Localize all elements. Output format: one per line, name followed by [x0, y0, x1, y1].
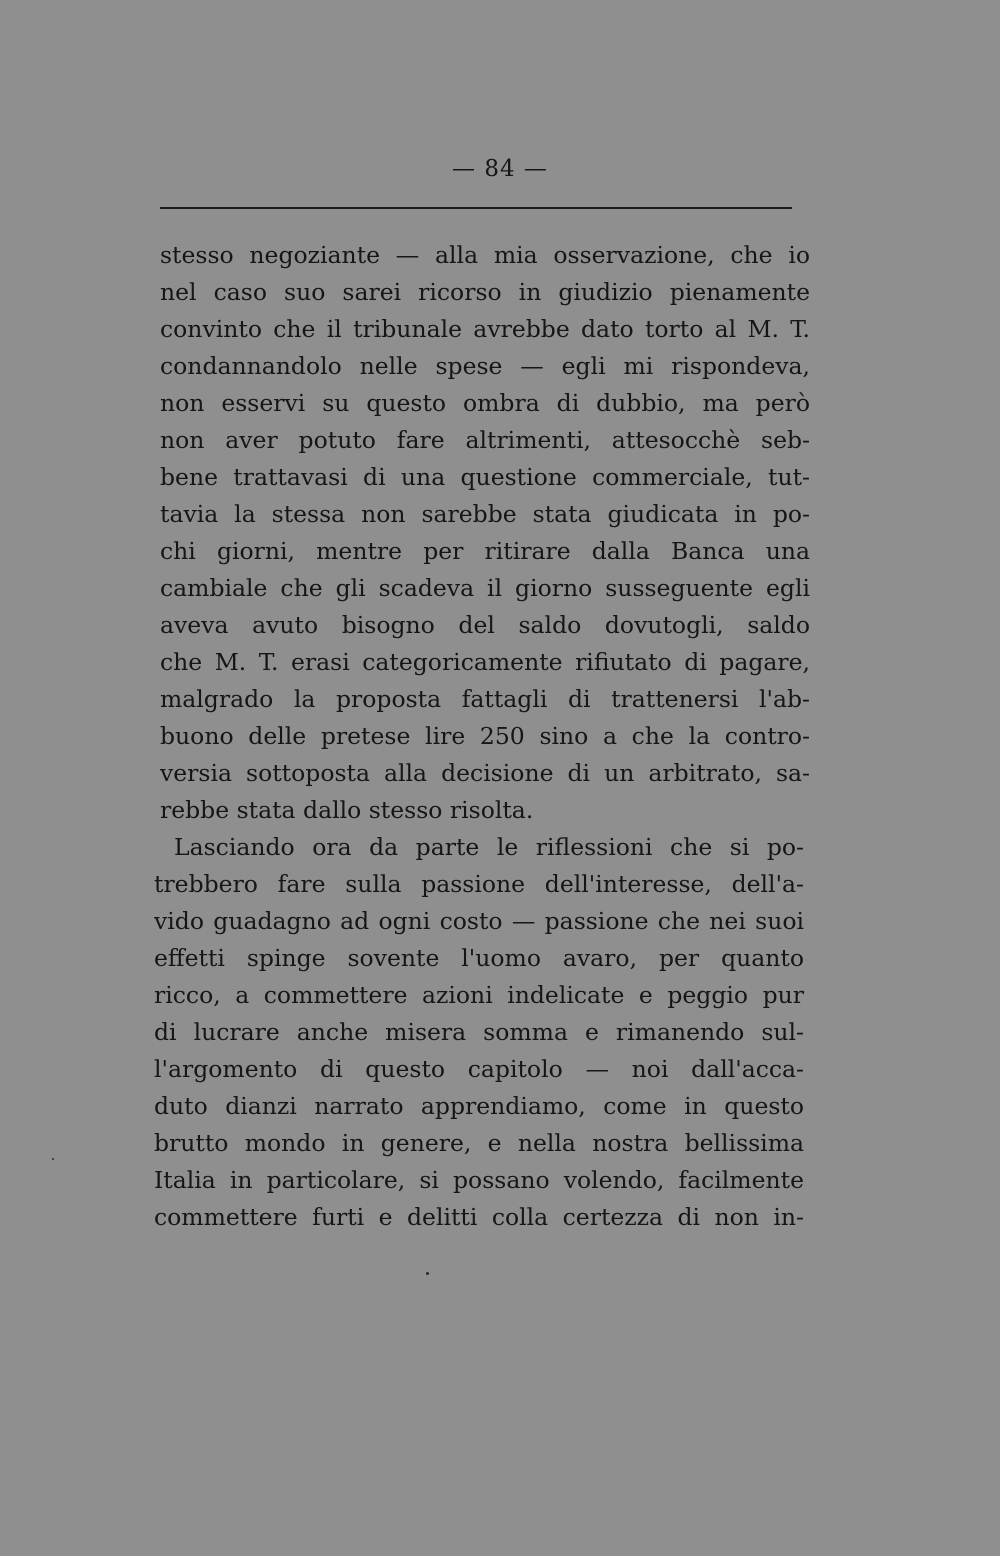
text-line: vido guadagno ad ogni costo — passione che nei suoi — [154, 907, 804, 935]
text-line: trebbero fare sulla passione dell'interesse, dell'a- — [154, 870, 804, 898]
text-line: condannandolo nelle spese — egli mi rispondeva, — [160, 352, 810, 380]
scan-speck — [52, 1158, 54, 1160]
text-line: brutto mondo in genere, e nella nostra bellissima — [154, 1129, 804, 1157]
paragraph-1 — [160, 237, 810, 829]
text-line: effetti spinge sovente l'uomo avaro, per quanto — [154, 944, 804, 972]
header-rule — [160, 207, 792, 209]
text-line: rebbe stata dallo stesso risolta. — [160, 796, 534, 824]
text-line: non esservi su questo ombra di dubbio, ma però — [160, 389, 810, 417]
text-line: non aver potuto fare altrimenti, attesocchè seb- — [160, 426, 810, 454]
text-line: commettere furti e delitti colla certezza di non in- — [154, 1203, 804, 1231]
paragraph-2 — [154, 829, 804, 1236]
text-line: aveva avuto bisogno del saldo dovutogli, saldo — [160, 611, 810, 639]
text-line: Italia in particolare, si possano volendo, facilmente — [154, 1166, 804, 1194]
text-line: Lasciando ora da parte le riflessioni che si po- — [174, 833, 804, 861]
text-line: tavia la stessa non sarebbe stata giudicata in po- — [160, 500, 810, 528]
scan-speck — [426, 1272, 429, 1275]
text-line: duto dianzi narrato apprendiamo, come in questo — [154, 1092, 804, 1120]
text-line: bene trattavasi di una questione commerciale, tut- — [160, 463, 810, 491]
text-line: cambiale che gli scadeva il giorno susseguente egli — [160, 574, 810, 602]
text-line: ricco, a commettere azioni indelicate e peggio pur — [154, 981, 804, 1009]
text-line: versia sottoposta alla decisione di un arbitrato, sa- — [160, 759, 810, 787]
text-line: nel caso suo sarei ricorso in giudizio pienamente — [160, 278, 810, 306]
text-line: convinto che il tribunale avrebbe dato torto al M. T. — [160, 315, 810, 343]
text-line: che M. T. erasi categoricamente rifiutato di pagare, — [160, 648, 810, 676]
text-line: chi giorni, mentre per ritirare dalla Banca una — [160, 537, 810, 565]
text-line: di lucrare anche misera somma e rimanendo sul- — [154, 1018, 804, 1046]
text-line: stesso negoziante — alla mia osservazione, che io — [160, 241, 810, 269]
page-number: — 84 — — [452, 156, 548, 182]
text-line: malgrado la proposta fattagli di trattenersi l'ab- — [160, 685, 810, 713]
text-line: buono delle pretese lire 250 sino a che la contro- — [160, 722, 810, 750]
text-line: l'argomento di questo capitolo — noi dall'acca- — [154, 1055, 804, 1083]
